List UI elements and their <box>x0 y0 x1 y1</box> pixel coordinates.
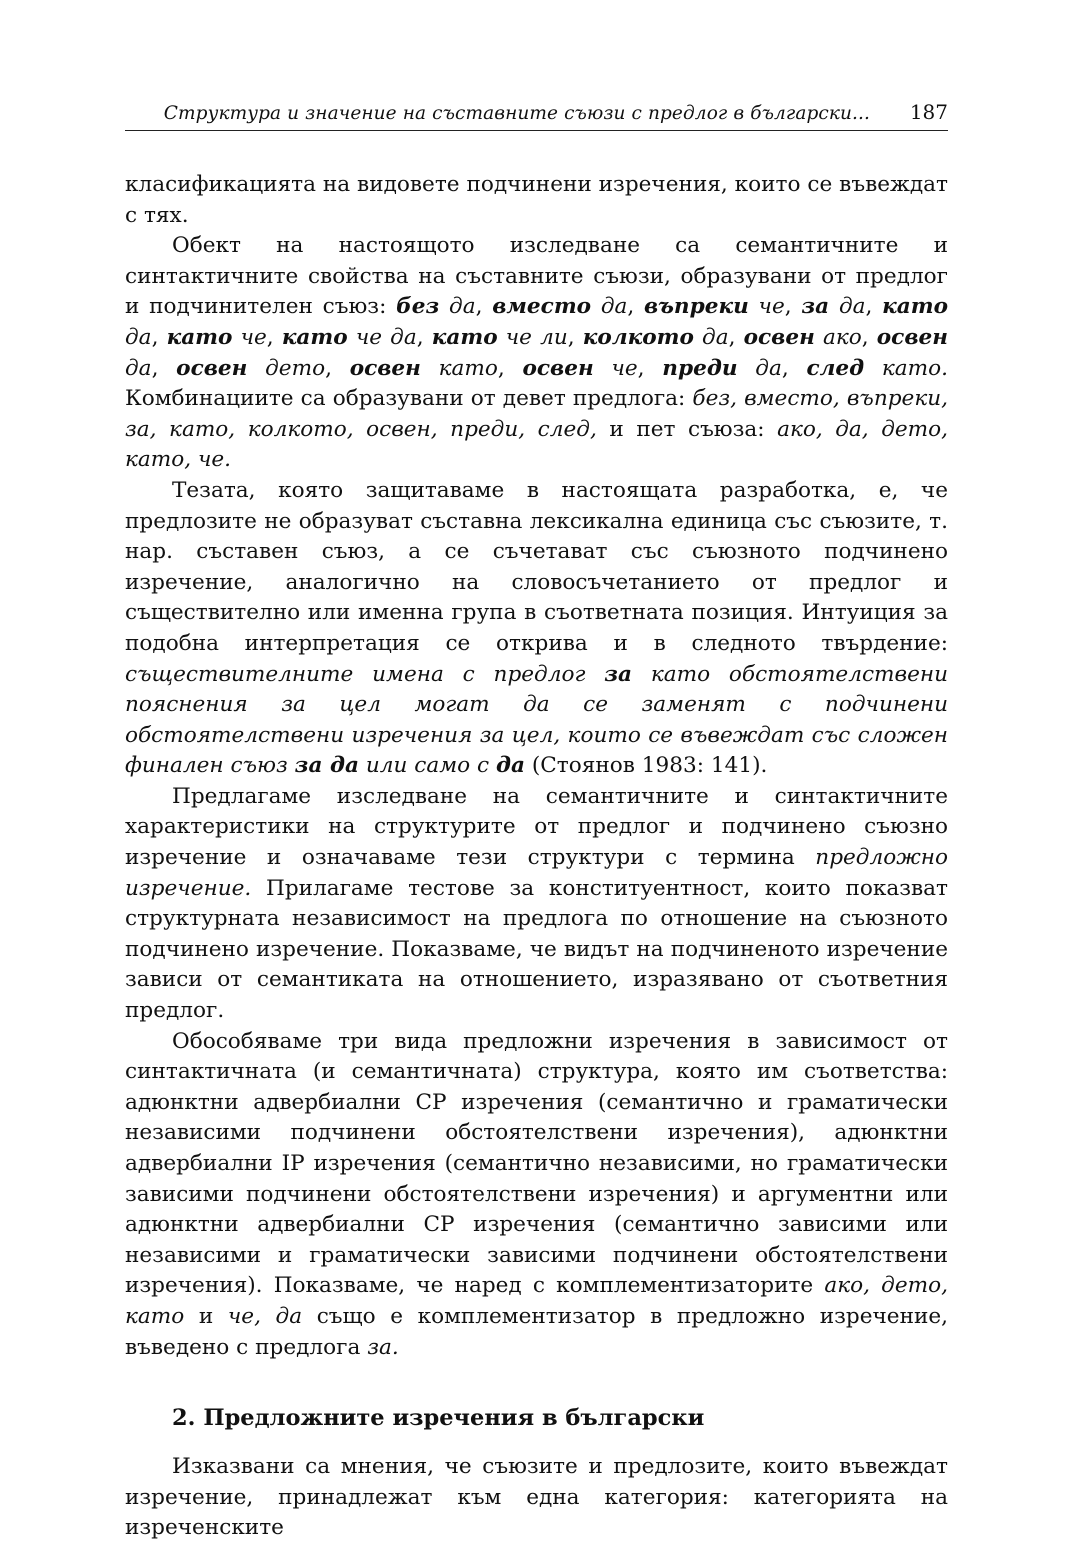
separator: , <box>865 294 883 320</box>
separator: , <box>416 324 432 350</box>
conjunction-term: ако <box>814 324 862 350</box>
conjunction-term: да <box>125 324 152 350</box>
preposition-term: освен <box>522 355 594 381</box>
separator: , <box>627 294 645 320</box>
preposition-term: като <box>882 294 949 320</box>
page-number: 187 <box>909 100 948 124</box>
conjunctions-list: ако, да, дето, като, че. <box>125 416 949 473</box>
conjunction-term: да <box>125 355 152 381</box>
preposition-term: освен <box>176 355 248 381</box>
preposition-term: преди <box>662 355 738 381</box>
term: за. <box>367 1334 399 1360</box>
quotation: съществителните имена с предлог <box>125 661 605 687</box>
separator: , <box>151 324 167 350</box>
preposition-term: колкото <box>582 324 694 350</box>
separator: , <box>151 355 177 381</box>
text: също е комплементизатор в предложно изречение, въведено с предлога <box>125 1303 949 1360</box>
paragraph-proposal <box>125 782 948 1027</box>
conjunction-term: като. <box>864 355 949 381</box>
conjunction-term: че <box>593 355 638 381</box>
conjunction-term: да <box>737 355 782 381</box>
separator: , <box>497 355 523 381</box>
preposition-term: освен <box>349 355 421 381</box>
term: че, да <box>227 1303 303 1329</box>
separator: , <box>728 324 744 350</box>
preposition-term: освен <box>743 324 815 350</box>
paragraph-object <box>125 231 948 476</box>
preposition-term: като <box>281 324 348 350</box>
conjunction-term: дето <box>247 355 326 381</box>
text: Предлагаме изследване на семантичните и синтактичните характеристики на структурите от предлог и подчинено съюзно изречение и означаваме тези структури с термина <box>125 783 948 871</box>
text: Прилагаме тестове за конституентност, които показват структурната независимост на предлога по отношение на съюзното подчинено изречение. Показваме, че видът на подчиненото изречение зависи от семантиката на отношението, изразявано от съответния предлог. <box>125 875 948 1024</box>
paragraph-types <box>125 1027 948 1364</box>
emphasis-term: за <box>604 661 633 687</box>
preposition-term: като <box>166 324 233 350</box>
section-heading: 2. Предложните изречения в български <box>172 1405 705 1432</box>
separator: , <box>475 294 493 320</box>
separator: , <box>784 294 802 320</box>
conjunction-term: да <box>693 324 729 350</box>
preposition-term: за <box>801 294 830 320</box>
conjunction-term: че <box>748 294 785 320</box>
conjunction-term: като <box>420 355 498 381</box>
term: ако, дето, като <box>125 1273 948 1329</box>
paragraph-thesis <box>125 476 948 782</box>
running-title: Структура и значение на съставните съюзи с предлог в български... <box>163 103 870 124</box>
paragraph-continuation <box>125 170 948 231</box>
text: Обект на настоящото изследване са семантичните и синтактичните свойства на съставните съюзи, образувани от предлог и подчинителен съюз: <box>125 233 948 320</box>
separator: , <box>266 324 282 350</box>
preposition-term: като <box>431 324 498 350</box>
body-text <box>125 170 948 1544</box>
citation: (Стоянов 1983: 141). <box>524 753 768 779</box>
text: и пет съюза: <box>596 416 778 442</box>
text: Тезата, която защитаваме в настоящата разработка, е, че предлозите не образуват съставна лексикална единица със съюзите, т. нар. съставен съюз, а се съчетават със съюзното подчинено изречение, аналогично на словосъчетанието от предлог и съществително или именна група в съответната позиция. Интуиция за подобна интерпретация се открива и в следното твърдение: <box>125 477 948 656</box>
conjunction-term: че да <box>347 324 417 350</box>
quotation: като обстоятелствени пояснения за цел могат да се заменят с подчинени обстоятелствени изречения за цел, които се въвеждат със сложен финален съюз <box>125 661 948 779</box>
text: Обособяваме три вида предложни изречения в зависимост от синтактичната (и семантичната) структура, която им съответства: адюнктни адвербиални CP изречения (семантично и граматически независими подчинени обстоятелствени изречения), адюнктни адвербиални IP изречения (семантично независими, но граматически зависими подчинени обстоятелствени изречения) и аргументни или адюнктни адвербиални CP изречения (семантично зависими или независими и граматически зависими подчинени обстоятелствени изречения). Показваме, че наред с комплементизаторите <box>125 1028 948 1299</box>
conjunction-term: че <box>232 324 267 350</box>
text: и <box>184 1303 228 1329</box>
term: предложно изречение. <box>125 845 948 901</box>
prepositions-list: без, вместо, въпреки, за, като, колкото, освен, преди, след, <box>125 386 948 442</box>
header-rule <box>125 130 948 131</box>
separator: , <box>567 324 583 350</box>
quotation: или само с <box>358 753 496 779</box>
separator: , <box>781 355 807 381</box>
emphasis-term: за да <box>294 753 359 779</box>
conjunction-term: да <box>439 294 476 320</box>
preposition-term: след <box>806 355 865 381</box>
separator: , <box>325 355 350 381</box>
emphasis-term: да <box>495 753 525 779</box>
preposition-term: освен <box>876 324 948 350</box>
preposition-term: въпреки <box>644 294 749 320</box>
preposition-term: вместо <box>492 294 592 320</box>
separator: , <box>861 324 877 350</box>
text: класификацията на видовете подчинени изречения, които се въвеждат с тях. <box>125 172 948 228</box>
preposition-term: без <box>396 294 440 320</box>
conjunction-term: че ли <box>497 324 568 350</box>
conjunction-term: да <box>829 294 866 320</box>
separator: , <box>637 355 663 381</box>
conjunction-term: да <box>591 294 628 320</box>
paragraph-section-start <box>125 1452 948 1544</box>
text: Комбинациите са образувани от девет предлога: <box>125 386 693 412</box>
text: Изказвани са мнения, че съюзите и предлозите, които въвеждат изречение, принадлежат към една категория: категорията на изреченските <box>125 1454 948 1541</box>
